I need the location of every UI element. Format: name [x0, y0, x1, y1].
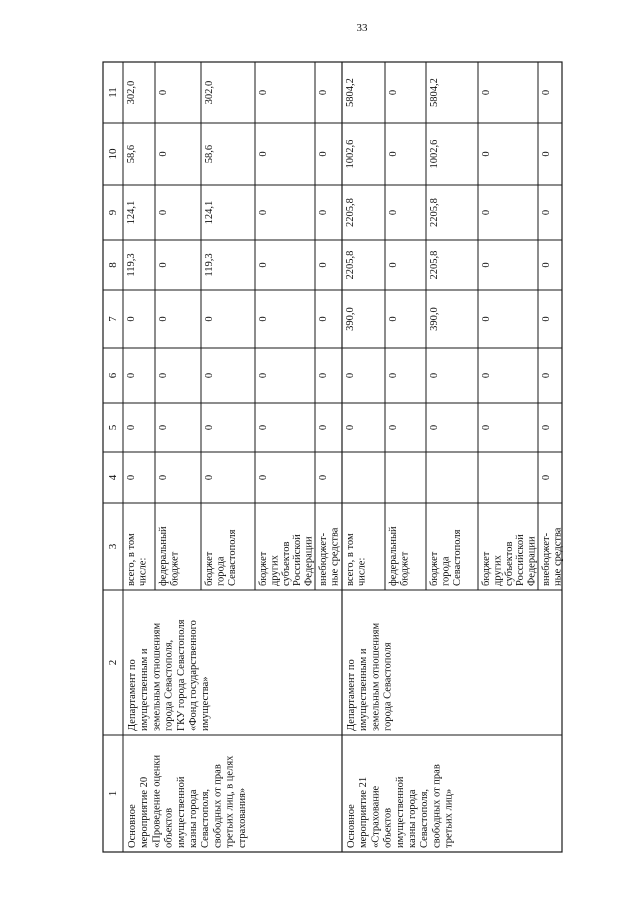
value-cell: 0: [204, 424, 215, 431]
value-cell: 0: [258, 424, 269, 431]
value-cell: 0: [318, 262, 329, 268]
value-cell: 0: [481, 262, 492, 268]
measure-name-line: свободных от прав: [431, 764, 443, 848]
funding-source-line: федеральный: [388, 526, 399, 586]
value-cell: 0: [388, 209, 399, 216]
value-cell: 0: [388, 424, 399, 431]
value-cell: 0: [388, 262, 399, 268]
value-cell: 0: [258, 89, 269, 96]
column-header-8: 8: [107, 262, 119, 268]
value-cell: 124,1: [204, 200, 215, 225]
measure-name-line: мероприятие 20: [139, 776, 151, 848]
value-cell: 0: [258, 474, 269, 481]
value-cell: 0: [158, 424, 169, 431]
value-cell: 0: [345, 424, 356, 431]
value-cell: 0: [481, 372, 492, 379]
funding-source-line: других: [269, 555, 281, 586]
measure-name-line: свободных от прав: [212, 764, 224, 848]
value-cell: 0: [388, 151, 399, 157]
value-cell: 0: [541, 262, 552, 268]
value-cell: 0: [158, 151, 169, 157]
value-cell: 0: [541, 89, 552, 96]
funding-source-line: внебюджет-: [318, 532, 329, 586]
value-cell: 0: [541, 474, 552, 481]
value-cell: 0: [429, 424, 440, 431]
executor-name-line: города Севастополя: [382, 642, 394, 731]
value-cell: 0: [126, 474, 137, 481]
value-cell: 58,6: [204, 144, 215, 164]
value-cell: 0: [126, 372, 137, 379]
column-header-2: 2: [107, 659, 119, 666]
measure-name-line: мероприятие 21: [358, 776, 370, 848]
funding-source-line: ные средства: [329, 527, 341, 586]
value-cell: 0: [318, 474, 329, 481]
value-cell: 0: [158, 209, 169, 216]
column-header-11: 11: [107, 87, 119, 98]
value-cell: 0: [318, 209, 329, 216]
measure-name-line: третьих лиц, в целях: [224, 755, 236, 848]
column-header-9: 9: [107, 209, 119, 216]
value-cell: 0: [158, 89, 169, 96]
value-cell: 0: [158, 262, 169, 268]
funding-source-line: бюджет: [169, 551, 181, 586]
value-cell: 0: [481, 424, 492, 431]
measure-name-line: казны города: [407, 789, 418, 848]
value-cell: 0: [541, 151, 552, 157]
measure-name-line: «Проведение оценки: [151, 754, 163, 848]
funding-source-line: Федерации: [526, 536, 538, 586]
value-cell: 0: [204, 372, 215, 379]
value-cell: 5804,2: [429, 78, 440, 107]
executor-name-line: Департамент по: [127, 659, 138, 731]
measure-name-line: «Страхование: [370, 785, 382, 848]
value-cell: 58,6: [126, 144, 137, 164]
funding-source-line: субъектов: [503, 541, 515, 586]
executor-name-line: «Фонд государственного: [188, 620, 199, 731]
value-cell: 0: [318, 89, 329, 96]
executor-name-line: Департамент по: [346, 659, 357, 731]
value-cell: 0: [318, 151, 329, 157]
value-cell: 0: [258, 151, 269, 157]
funding-source-line: Севастополя: [226, 529, 238, 586]
value-cell: 0: [388, 89, 399, 96]
funding-source-line: Российской: [292, 534, 304, 586]
value-cell: 2205,8: [429, 250, 440, 280]
value-cell: 302,0: [126, 80, 137, 105]
table-border: [103, 62, 562, 852]
funding-source-line: бюджет: [429, 551, 440, 586]
measure-name-line: Севастополя,: [419, 788, 431, 848]
column-header-10: 10: [107, 148, 119, 160]
value-cell: 0: [388, 372, 399, 379]
measure-name-line: казны города: [188, 789, 199, 848]
value-cell: 0: [204, 474, 215, 481]
value-cell: 0: [388, 316, 399, 322]
value-cell: 0: [429, 372, 440, 379]
value-cell: 390,0: [345, 307, 356, 331]
value-cell: 390,0: [429, 307, 440, 331]
measure-name-line: третьих лиц»: [443, 788, 455, 848]
measure-name-line: Основное: [127, 804, 138, 848]
value-cell: 0: [258, 316, 269, 322]
value-cell: 0: [481, 151, 492, 157]
value-cell: 1002,6: [429, 139, 440, 169]
funding-source-line: внебюджет-: [541, 532, 552, 586]
executor-name-line: земельным отношениям: [370, 622, 382, 731]
value-cell: 0: [345, 372, 356, 379]
funding-source-line: бюджет: [258, 551, 269, 586]
value-cell: 0: [481, 209, 492, 216]
funding-source-line: города: [215, 556, 227, 586]
column-header-4: 4: [107, 474, 119, 481]
funding-source-line: Российской: [515, 534, 527, 586]
column-header-7: 7: [107, 316, 119, 322]
page-number: 33: [356, 22, 368, 34]
column-header-1: 1: [107, 790, 119, 797]
value-cell: 0: [158, 316, 169, 322]
column-header-6: 6: [107, 372, 119, 379]
value-cell: 119,3: [126, 253, 137, 277]
value-cell: 0: [258, 209, 269, 216]
value-cell: 0: [258, 372, 269, 379]
funding-source-line: субъектов: [280, 541, 292, 586]
funding-source-line: Севастополя: [451, 529, 463, 586]
value-cell: 0: [318, 424, 329, 431]
value-cell: 2205,8: [345, 250, 356, 280]
funding-source-line: всего, в том: [126, 533, 137, 586]
value-cell: 1002,6: [345, 139, 356, 169]
value-cell: 302,0: [204, 80, 215, 105]
funding-source-line: бюджет: [399, 551, 411, 586]
value-cell: 2205,8: [429, 198, 440, 227]
measure-name-line: страхования»: [236, 787, 248, 848]
measure-name-line: Севастополя,: [200, 788, 212, 848]
value-cell: 5804,2: [345, 78, 356, 107]
value-cell: 0: [318, 372, 329, 379]
value-cell: 124,1: [126, 200, 137, 225]
column-header-5: 5: [107, 424, 119, 431]
measure-name-line: имущественной: [394, 776, 406, 848]
value-cell: 0: [258, 262, 269, 268]
value-cell: 0: [158, 372, 169, 379]
measure-name-line: объектов: [382, 807, 394, 848]
value-cell: 0: [541, 372, 552, 379]
funding-source-line: федеральный: [158, 526, 169, 586]
value-cell: 0: [204, 316, 215, 322]
value-cell: 0: [481, 89, 492, 96]
funding-source-line: бюджет: [204, 551, 215, 586]
executor-name-line: имущественным и: [358, 648, 370, 731]
value-cell: 0: [541, 209, 552, 216]
funding-source-line: ные средства: [552, 527, 564, 586]
value-cell: 0: [126, 424, 137, 431]
value-cell: 0: [318, 316, 329, 322]
measure-name-line: имущественной: [175, 776, 187, 848]
value-cell: 0: [158, 474, 169, 481]
value-cell: 0: [481, 316, 492, 322]
value-cell: 0: [126, 316, 137, 322]
funding-source-line: числе:: [137, 557, 149, 586]
executor-name-line: земельным отношениям: [151, 622, 163, 731]
value-cell: 0: [541, 316, 552, 322]
measure-name-line: Основное: [346, 804, 357, 848]
value-cell: 119,3: [204, 253, 215, 277]
funding-source-line: всего, в том: [345, 533, 356, 586]
funding-source-line: города: [440, 556, 452, 586]
value-cell: 0: [541, 424, 552, 431]
funding-source-line: Федерации: [303, 536, 315, 586]
funding-source-line: бюджет: [481, 551, 492, 586]
executor-name-line: ГКУ города Севастополя: [175, 619, 187, 731]
measure-name-line: объектов: [163, 807, 175, 848]
executor-name-line: города Севастополя,: [163, 639, 175, 731]
value-cell: 2205,8: [345, 198, 356, 227]
column-header-3: 3: [107, 543, 119, 550]
funding-source-line: других: [492, 555, 504, 586]
funding-source-line: числе:: [356, 557, 368, 586]
executor-name-line: имущественным и: [139, 648, 151, 731]
executor-name-line: имущества»: [200, 676, 212, 731]
